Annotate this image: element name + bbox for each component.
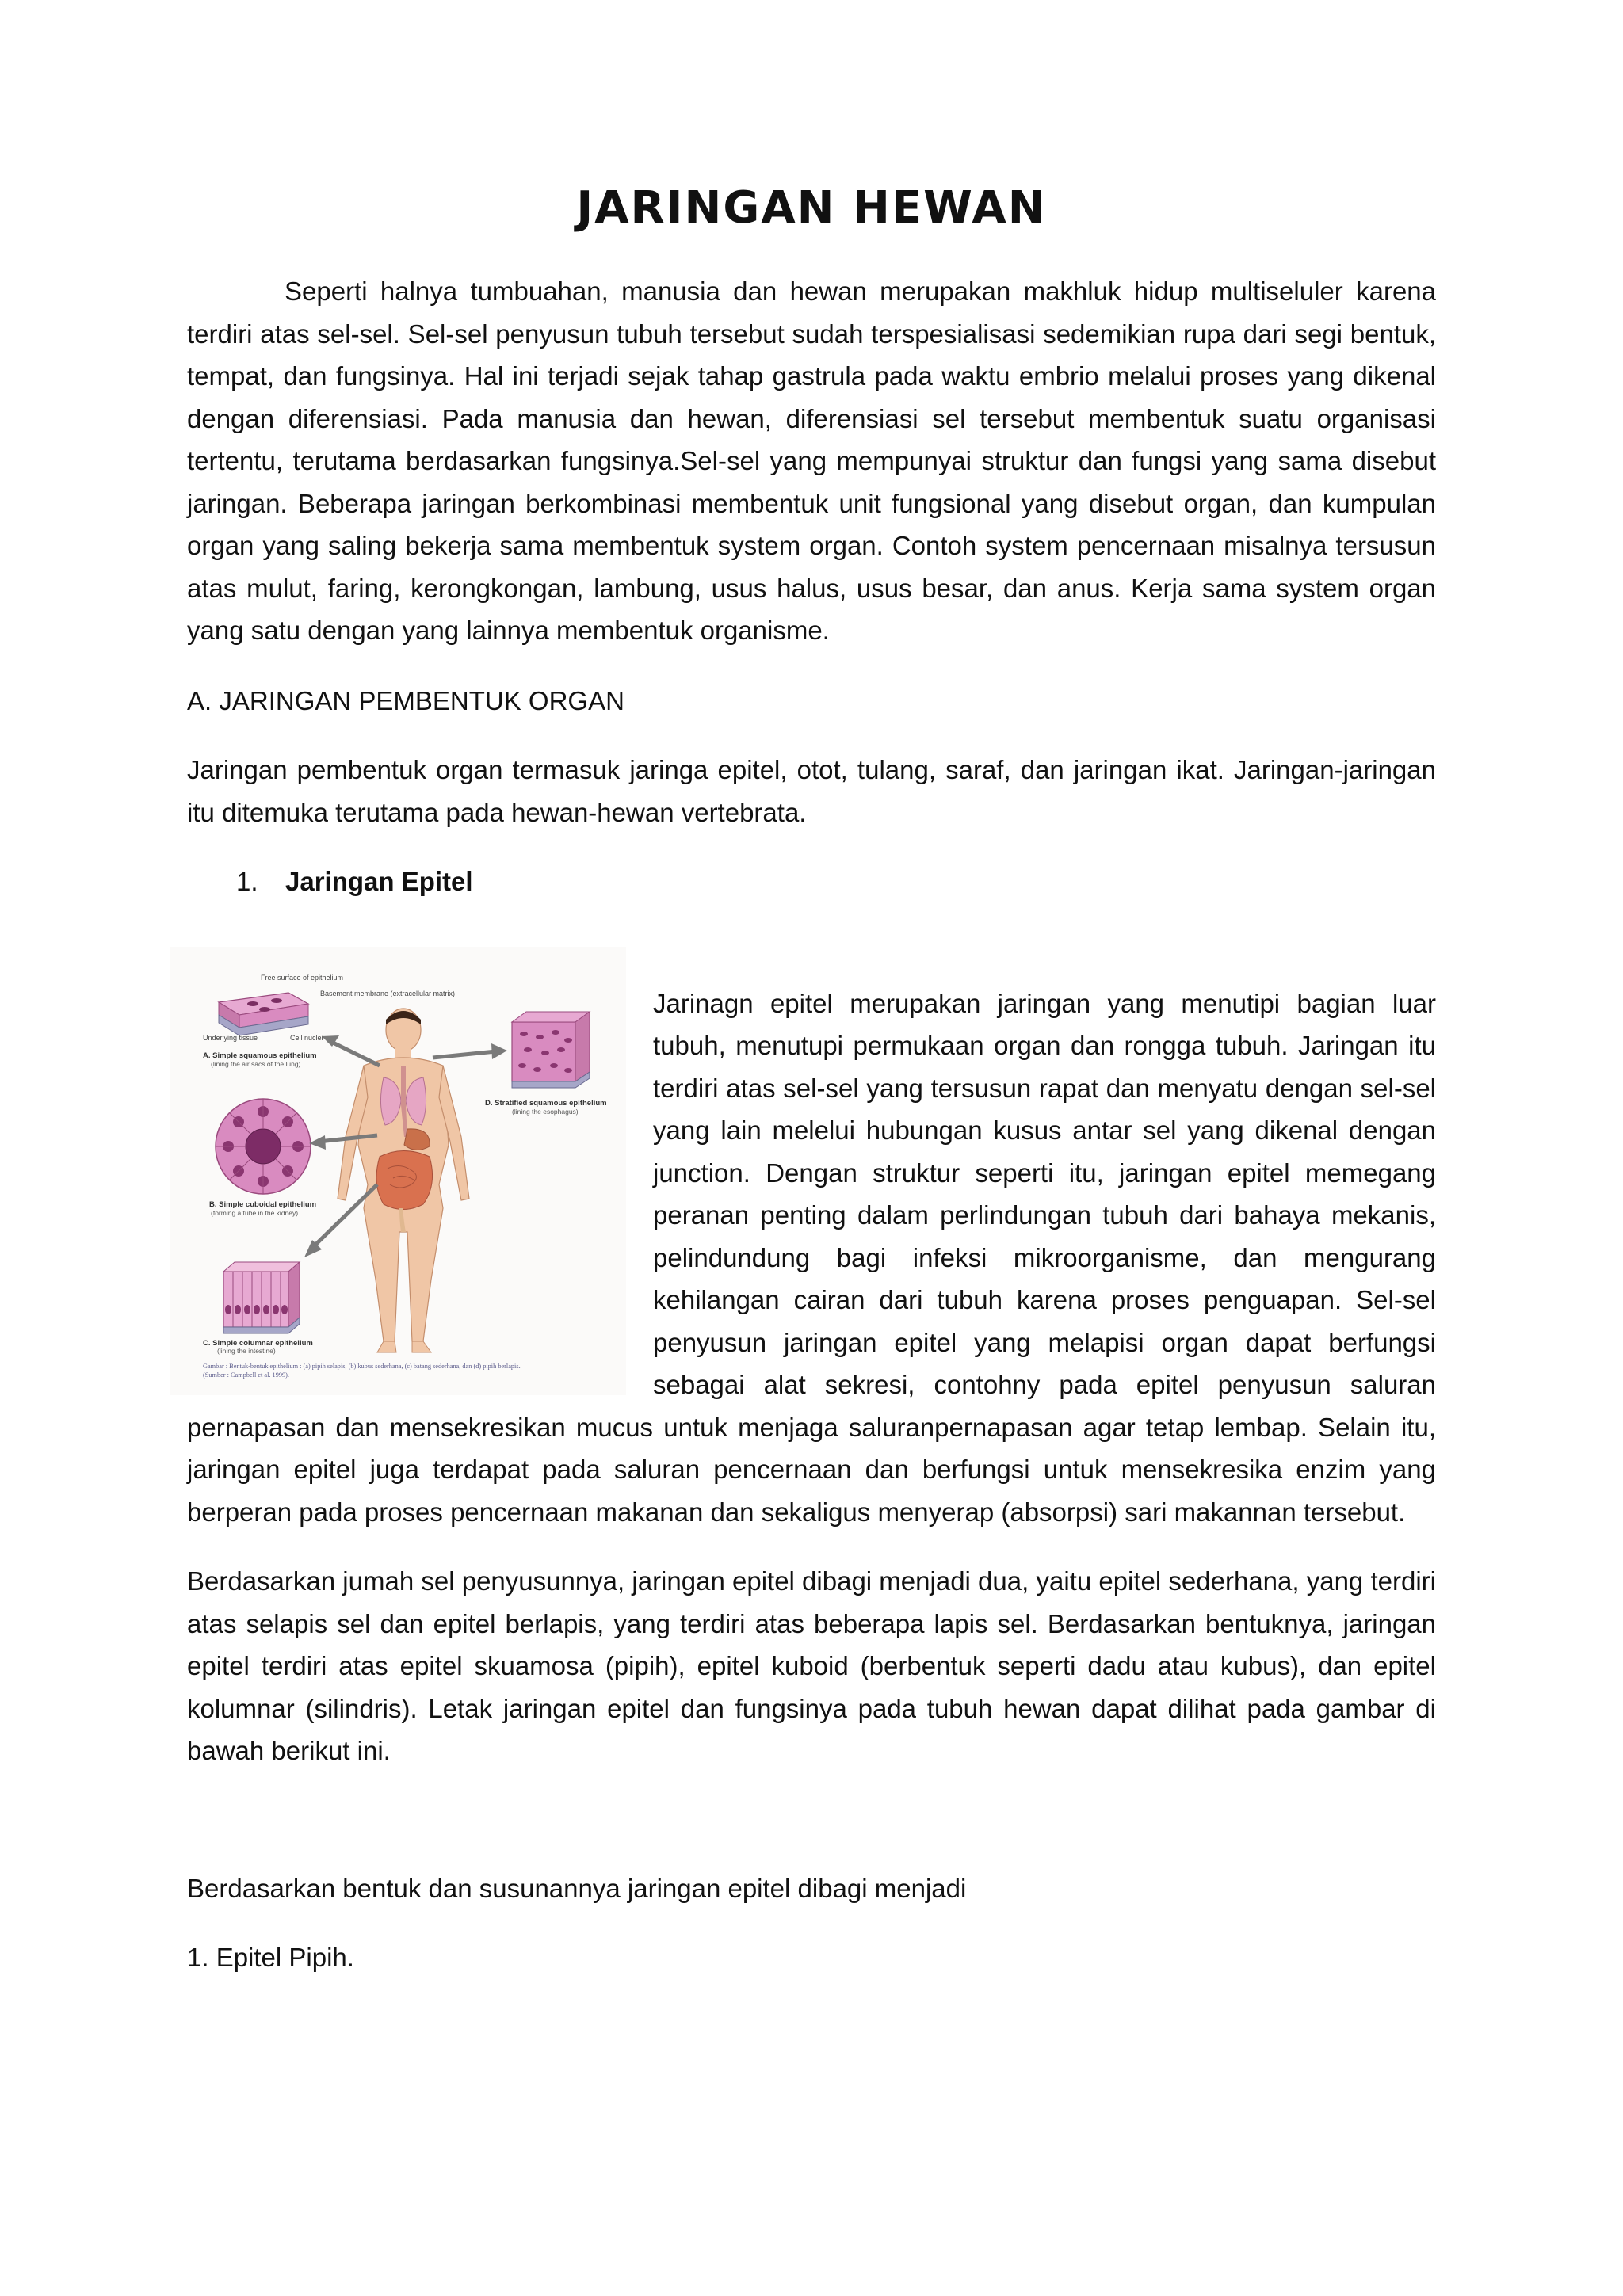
epitel-section [187, 903, 1436, 1534]
fig-label-b-sub: (forming a tube in the kidney) [211, 1208, 299, 1217]
fig-label-cell-nuclei: Cell nuclei [290, 1033, 323, 1042]
section-heading-a: A. JARINGAN PEMBENTUK ORGAN [187, 685, 624, 715]
epitel-paragraph: Jarinagn epitel merupakan jaringan yang menutipi bagian luar tubuh, menutupi permukaan organ dan rongga tubuh. Jaringan itu terdiri atas sel-sel yang tersusun rapat dan menyatu dengan sel-sel yang lain melelui hubungan kusus antar sel yang dikenal dengan junction. Dengan struktur seperti itu, jaringan epitel memegang peranan penting dalam perlindungan tubuh dari bahaya mekanis, pelindundung bagi infeksi mikroorganisme, dan mengurang kehilangan cairan dari tubuh karena proses penguapan. Sel-sel penyusun jaringan epitel yang melapisi organ dapat berfungsi sebagai alat sekresi, contohny pada epitel penyusun saluran pernapasan dan mensekresikan mucus untuk menjaga saluranpernapasan agar tetap lembap. Selain itu, jaringan epitel juga terdapat pada saluran pencernaan dan berfungsi untuk mensekresika enzim yang berperan pada proses pencernaan makanan dan sekaligus menyerap (absorpsi) sari makannan tersebut. [187, 988, 1436, 1527]
intro-paragraph: Seperti halnya tumbuahan, manusia dan hewan merupakan makhluk hidup multiseluler karena terdiri atas sel-sel. Sel-sel penyusun tubuh tersebut sudah terspesialisasi sedemikian rupa dari segi bentuk, tempat, dan fungsinya. Hal ini terjadi sejak tahap gastrula pada waktu embrio melalui proses yang dikenal dengan diferensiasi. Pada manusia dan hewan, diferensiasi sel tersebut membentuk suatu organisasi tertentu, terutama berdasarkan fungsinya.Sel-sel yang mempunyai struktur dan fungsi yang sama disebut jaringan. Beberapa jaringan berkombinasi membentuk unit fungsional yang disebut organ, dan kumpulan organ yang saling bekerja sama membentuk system organ. Contoh system pencernaan misalnya tersusun atas mulut, faring, kerongkongan, lambung, usus halus, usus besar, dan anus. Kerja sama system organ yang satu dengan yang lainnya membentuk organisme. [187, 277, 1436, 645]
list-number: 1. [236, 867, 258, 896]
fig-label-c-sub: (lining the intestine) [217, 1346, 276, 1355]
fig-label-free-surface: Free surface of epithelium [261, 973, 344, 982]
epithelium-figure [170, 947, 626, 1395]
document-page [187, 182, 1436, 1979]
list-label: Jaringan Epitel [285, 867, 473, 896]
simple-columnar-tissue [223, 1262, 300, 1333]
fig-caption-2: (Sumber : Campbell et al. 1999). [203, 1371, 289, 1379]
fig-caption-1: Gambar : Bentuk-bentuk epithelium : (a) pipih selapis, (b) kubus sederhana, (c) batang sederhana, dan (d) pipih berlapis. [203, 1362, 521, 1370]
fig-label-c: C. Simple columnar epithelium [203, 1338, 313, 1348]
human-body-figure [338, 1009, 469, 1352]
fig-label-a: A. Simple squamous epithelium [203, 1051, 317, 1060]
page-title: JARINGAN HEWAN [576, 182, 1047, 234]
fig-label-basement: Basement membrane (extracellular matrix) [320, 989, 456, 997]
fig-label-b: B. Simple cuboidal epithelium [209, 1199, 317, 1209]
list-item-epitel-pipih: 1. Epitel Pipih. [187, 1943, 354, 1972]
fig-label-d: D. Stratified squamous epithelium [485, 1098, 607, 1108]
shape-intro-line: Berdasarkan bentuk dan susunannya jaringan epitel dibagi menjadi [187, 1873, 967, 1903]
section-a-paragraph: Jaringan pembentuk organ termasuk jaringa epitel, otot, tulang, saraf, dan jaringan ikat. Jaringan-jaringan itu ditemuka terutama pada hewan-hewan vertebrata. [187, 755, 1436, 827]
stratified-squamous-tissue [512, 1012, 590, 1088]
epitel-types-paragraph: Berdasarkan jumah sel penyusunnya, jaringan epitel dibagi menjadi dua, yaitu epitel sederhana, yang terdiri atas selapis sel dan epitel berlapis, yang terdiri atas beberapa lapis sel. Berdasarkan bentuknya, jaringan epitel terdiri atas epitel skuamosa (pipih), epitel kuboid (berbentuk seperti dadu atau kubus), dan epitel kolumnar (silindris). Letak jaringan epitel dan fungsinya pada tubuh hewan dapat dilihat pada gambar di bawah berikut ini. [187, 1566, 1436, 1765]
fig-label-d-sub: (lining the esophagus) [512, 1107, 579, 1116]
simple-squamous-tissue [219, 993, 308, 1035]
fig-label-a-sub: (lining the air sacs of the lung) [211, 1059, 301, 1068]
list-item-jaringan-epitel [187, 860, 1436, 903]
fig-label-underlying: Underlying tissue [203, 1033, 258, 1042]
epithelium-diagram [170, 947, 626, 1395]
simple-cuboidal-tissue [216, 1099, 311, 1194]
